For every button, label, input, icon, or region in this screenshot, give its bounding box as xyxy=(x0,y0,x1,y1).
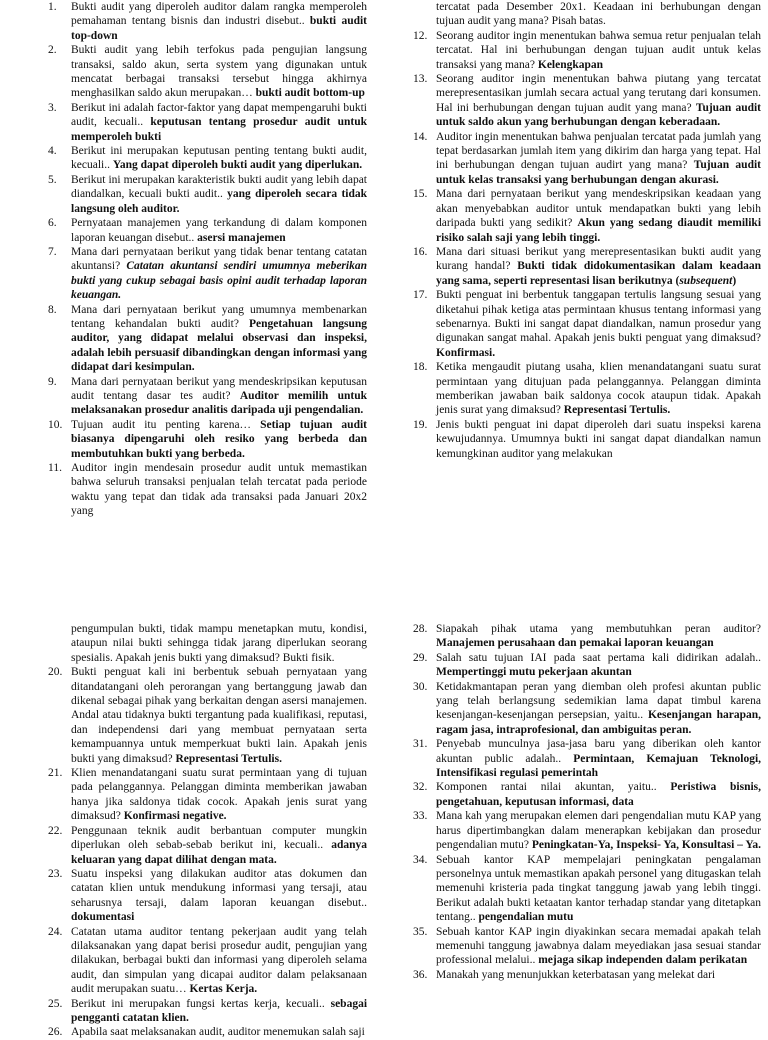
question-number: 31. xyxy=(413,738,428,751)
question-number: 26. xyxy=(48,1026,63,1039)
question-item xyxy=(413,418,761,461)
question-text: Berikut ini merupakan keputusan penting tentang bukti audit, kecuali.. xyxy=(71,145,367,172)
question-item xyxy=(48,665,367,766)
answer-text: Auditor memilih untuk melaksanakan prosedur analitis daripada uji pengendalian. xyxy=(71,389,367,417)
question-number: 1. xyxy=(48,1,57,13)
lower-right-column xyxy=(413,622,761,982)
answer-italic-term: subsequent xyxy=(679,274,733,287)
answer-text: Bukti tidak didokumentasikan dalam keadaan yang sama, seperti representasi lisan berikutnya ( xyxy=(436,260,761,287)
answer-text: Bukti fisik. xyxy=(282,651,335,664)
question-text: Mana dari pernyataan berikut yang mendeskripsikan keputusan audit tentang dasar tes audit? xyxy=(71,375,367,402)
question-number: 14. xyxy=(413,130,428,143)
question-text: Suatu inspeksi yang dilakukan auditor atas dokumen dan catatan klien untuk mendukung informasi yang tersaji, atau seharusnya tersaji, dalam laporan keuangan disebut.. xyxy=(71,867,367,909)
question-number: 28. xyxy=(413,623,428,635)
question-text: Manakah yang menunjukkan keterbatasan yang melekat dari xyxy=(436,968,716,981)
answer-text: Tujuan audit untuk saldo akun yang berhubungan dengan keberadaan. xyxy=(436,101,762,129)
question-item xyxy=(48,43,367,101)
answer-text: Pisah batas. xyxy=(551,15,606,28)
answer-text: Setiap tujuan audit biasanya dipengaruhi oleh resiko yang berbeda dan membutuhkan bukti yang berbeda. xyxy=(71,418,367,460)
question-text: Siapakah pihak utama yang membutuhkan peran auditor? xyxy=(436,623,761,635)
question-text: Mana dari pernyataan berikut yang umumnya membenarkan tentang kehandalan bukti audit? xyxy=(71,303,367,330)
answer-text: dokumentasi xyxy=(71,911,135,924)
answer-text: Manajemen perusahaan dan pemakai laporan keuangan xyxy=(436,637,714,650)
answer-text: bukti audit bottom-up xyxy=(255,87,365,100)
question-text: Mana dari pernyataan berikut yang tidak benar tentang catatan akuntansi? xyxy=(71,245,367,273)
question-number: 15. xyxy=(413,188,428,201)
answer-text: Tujuan audit untuk kelas transaksi yang berhubungan dengan akurasi. xyxy=(436,159,761,186)
question-number: 4. xyxy=(48,145,57,158)
question-text: Berikut ini merupakan fungsi kertas kerja, kecuali.. xyxy=(71,997,325,1010)
question-item xyxy=(413,245,761,288)
upper-left-column xyxy=(48,0,367,519)
question-text: Salah satu tujuan IAI pada saat pertama kali didirikan adalah.. xyxy=(436,651,761,664)
question-item xyxy=(48,418,367,461)
question-number: 30. xyxy=(413,680,428,693)
answer-text: mejaga sikap independen dalam perikatan xyxy=(538,954,748,967)
question-item xyxy=(413,0,761,29)
question-item xyxy=(48,144,367,173)
answer-text: Akun yang sedang diaudit memiliki risiko salah saji yang lebih tinggi. xyxy=(436,217,762,244)
question-text: Penggunaan teknik audit berbantuan computer mungkin diperlukan oleh sebab-sebab berikut ini, kecuali.. xyxy=(71,824,367,852)
question-number: 33. xyxy=(413,810,428,823)
answer-text: Kesenjangan harapan, ragam jasa, intraprofesional, dan ambiguitas peran. xyxy=(436,709,762,736)
question-number: 20. xyxy=(48,666,63,679)
question-number: 2. xyxy=(48,44,57,57)
question-number: 34. xyxy=(413,853,428,866)
question-number: 36. xyxy=(413,968,428,981)
question-text: Auditor ingin menentukan bahwa penjualan tercatat pada jumlah yang tepat berdasarkan jumlah item yang dikirim dan harga yang tepat. Hal ini berhubungan dengan tujuan audirt yang mana? xyxy=(436,130,761,172)
question-item xyxy=(48,824,367,867)
answer-text: Mempertinggi mutu pekerjaan akuntan xyxy=(436,666,632,679)
question-text: Berikut ini merupakan karakteristik bukti audit yang lebih dapat diandalkan, kecuali bukti audit.. xyxy=(71,173,367,201)
question-number: 7. xyxy=(48,245,57,258)
answer-text: Representasi Tertulis. xyxy=(175,752,282,765)
answer-text: Catatan akuntansi sendiri umumnya meberikan bukti yang cukup sebagai basis opini audit terhadap laporan keuangan. xyxy=(71,260,367,302)
question-item xyxy=(413,72,761,130)
lower-left-column xyxy=(48,622,367,1040)
question-number: 9. xyxy=(48,375,57,388)
page-gap xyxy=(0,560,768,622)
question-text: Bukti penguat kali ini berbentuk sebuah pernyataan yang ditandatangani oleh perorangan yang bertanggung jawab dan dikenal sebagai pihak yang berkaitan dengan asersi manajemen. Andal atau tidaknya bukti tergantung pada kualifikasi, reputasi, dan independensi dari yang membuat pernyataan serta kemampuannya untuk memperkuat bukti lain. Apakah jenis bukti yang dimaksud? xyxy=(71,666,367,765)
answer-text: Peristiwa bisnis, pengetahuan, keputusan informasi, data xyxy=(436,781,762,808)
question-item xyxy=(48,1025,367,1039)
question-number: 22. xyxy=(48,824,63,837)
question-item xyxy=(48,303,367,375)
answer-text: sebagai pengganti catatan klien. xyxy=(71,997,368,1024)
question-item xyxy=(48,173,367,216)
question-text: Apabila saat melaksanakan audit, auditor menemukan salah saji xyxy=(71,1026,365,1039)
question-number: 16. xyxy=(413,245,428,258)
question-text: Penyebab munculnya jasa-jasa baru yang diberikan oleh kantor akuntan public adalah.. xyxy=(436,738,761,765)
question-number: 17. xyxy=(413,289,428,302)
question-item xyxy=(48,0,367,43)
question-number: 18. xyxy=(413,361,428,374)
question-text: Jenis bukti penguat ini dapat diperoleh dari suatu inspeksi karena kewujudannya. Umumnya bukti ini sangat dapat diandalkan namun kemungkinan auditor yang melakukan xyxy=(436,418,761,460)
question-text: Auditor ingin mendesain prosedur audit untuk memastikan bahwa seluruh transaksi penjualan telah tercatat pada periode waktu yang tepat dan tidak ada transaksi pada Januari 20x2 yang xyxy=(71,462,367,518)
answer-text: Representasi Tertulis. xyxy=(563,404,671,417)
question-number: 25. xyxy=(48,997,63,1010)
answer-text: adanya keluaran yang dapat dilihat dengan mata. xyxy=(71,839,368,866)
question-text: Sebuah kantor KAP ingin diyakinkan secara memadai apakah telah memenuhi tanggung jawabnya dalam meyediakan jasa sesuai standar professional melalui.. xyxy=(436,925,761,967)
question-number: 13. xyxy=(413,73,428,86)
question-number: 11. xyxy=(48,462,62,474)
question-item xyxy=(413,187,761,245)
question-number: 24. xyxy=(48,925,63,938)
question-item xyxy=(413,853,761,925)
question-text: pengumpulan bukti, tidak mampu menetapkan mutu, kondisi, ataupun nilai bukti sehingga tidak jarang diperlukan seorang spesialis. Apakah jenis bukti yang dimaksud? xyxy=(71,623,367,664)
lower-page xyxy=(0,622,768,1039)
answer-text: asersi manajemen xyxy=(197,231,286,244)
answer-text: Kertas Kerja. xyxy=(189,983,258,996)
answer-text: Permintaan, Kemajuan Teknologi, Intensifikasi regulasi pemerintah xyxy=(436,752,762,780)
answer-text: Peningkatan-Ya, Inspeksi- Ya, Konsultasi – Ya. xyxy=(531,839,762,852)
question-item xyxy=(48,766,367,824)
upper-right-column xyxy=(413,0,761,461)
question-item xyxy=(413,622,761,651)
question-text: Catatan utama auditor tentang pekerjaan audit yang telah dilaksanakan yang dapat berisi prosedur audit, pengujian yang dilakukan, berbagai bukti dan informasi yang diperoleh selama audit, dan simpulan yang dicapai auditor dalam pelaksanaan audit merupakan suatu… xyxy=(71,925,367,996)
answer-suffix: ) xyxy=(732,274,737,287)
question-number: 8. xyxy=(48,303,57,316)
answer-text: yang diperoleh secara tidak langsung oleh auditor. xyxy=(71,188,368,215)
question-item xyxy=(413,288,761,360)
question-number: 12. xyxy=(413,29,428,42)
question-text: Bukti audit yang diperoleh auditor dalam rangka memperoleh pemahaman tentang bisnis dan industri disebut.. xyxy=(71,1,367,28)
question-text: Mana dari pernyataan berikut yang mendeskripsikan keadaan yang akan menyebabkan auditor untuk mendapatkan bukti yang lebih daripada bukti yang sedikit? xyxy=(436,188,761,230)
question-text: Pernyataan manajemen yang terkandung di dalam komponen laporan keuangan disebut.. xyxy=(71,217,367,244)
question-text: Berikut ini adalah factor-faktor yang dapat mempengaruhi bukti audit, kecuali.. xyxy=(71,101,367,129)
question-number: 32. xyxy=(413,781,428,794)
question-item xyxy=(413,680,761,738)
question-item xyxy=(48,461,367,519)
question-item xyxy=(413,29,761,72)
answer-text: Konfirmasi. xyxy=(436,346,496,359)
question-item xyxy=(48,867,367,925)
question-item xyxy=(48,375,367,418)
question-text: Tujuan audit itu penting karena… xyxy=(71,418,252,431)
question-number: 21. xyxy=(48,767,63,780)
question-text: Seorang auditor ingin menentukan bahwa semua retur penjualan telah tercatat. Hal ini berhubungan dengan tujuan audit untuk kelas transaksi yang mana? xyxy=(436,29,761,71)
question-item xyxy=(48,925,367,997)
question-text: Seorang auditor ingin menentukan bahwa piutang yang tercatat merepresentasikan jumlah secara actual yang terutang dari konsumen. Hal ini berhubungan dengan tujuan audit yang mana? xyxy=(436,73,761,114)
question-number: 29. xyxy=(413,651,428,664)
question-item xyxy=(48,216,367,245)
question-item xyxy=(413,130,761,188)
answer-text: keputusan tentang prosedur audit untuk memperoleh bukti xyxy=(71,116,367,143)
question-item xyxy=(413,968,761,982)
question-number: 6. xyxy=(48,217,57,230)
question-item xyxy=(413,780,761,809)
question-item xyxy=(413,651,761,680)
question-text: Komponen rantai nilai akuntan, yaitu.. xyxy=(436,781,657,794)
question-text: Bukti penguat ini berbentuk tanggapan tertulis langsung sesuai yang diketahui pihak ketiga atas permintaan khusus tentang informasi yang sebenarnya. Bukti ini sangat dapat diandalkan, namun prosedur yang digunakan sangat mahal. Apakah jenis bukti penguat yang dimaksud? xyxy=(436,289,761,345)
question-text: Ketika mengaudit piutang usaha, klien menandatangani suatu surat permintaan yang ditujuan pada pelanggannya. Pelanggan diminta memberikan jawaban baik saldonya cocok ataupun tidak. Apakah jenis surat yang dimaksud? xyxy=(436,361,761,417)
question-text: Mana dari situasi berikut yang merepresentasikan bukti audit yang kurang handal? xyxy=(436,245,761,273)
question-text: Ketidakmantapan peran yang diemban oleh profesi akuntan public yang telah berlangsung sedemikian lama dapat timbul karena kesenjangan-kesenjangan persepsian, yaitu.. xyxy=(436,680,761,722)
question-item xyxy=(413,925,761,968)
question-text: Sebuah kantor KAP mempelajari peningkatan pengalaman personelnya untuk memastikan apakah personel yang ditugaskan telah memenuhi kristeria pada tingkat tanggung jawab yang lebih tinggi. Berikut adalah bukti ketaatan kantor terhadap standar yang ditetapkan tentang.. xyxy=(436,853,761,924)
question-item xyxy=(413,737,761,780)
question-item xyxy=(48,622,367,665)
answer-text: Kelengkapan xyxy=(537,58,604,71)
question-item xyxy=(48,245,367,303)
question-number: 23. xyxy=(48,867,63,880)
question-number: 5. xyxy=(48,173,57,186)
question-item xyxy=(48,101,367,144)
question-text: Bukti audit yang lebih terfokus pada pengujian langsung transaksi, saldo akun, serta system yang digunakan untuk mencatat berbagai transaksi tersebut hingga akhirnya menghasilkan saldo akun merupakan… xyxy=(71,44,367,100)
answer-text: Pengetahuan langsung auditor, yang didapat melalui observasi dan inspeksi, adalah lebih persuasif dibandingkan dengan informasi yang didapat dari kesimpulan. xyxy=(71,317,367,374)
question-item xyxy=(413,809,761,852)
question-number: 3. xyxy=(48,101,57,114)
question-item xyxy=(413,360,761,418)
answer-text: pengendalian mutu xyxy=(478,911,574,924)
question-number: 35. xyxy=(413,925,428,938)
question-text: Klien menandatangani suatu surat permintaan yang di tujuan pada pelanggannya. Pelanggan diminta memberikan jawaban hanya jika saldonya tidak cocok. Apakah jenis surat yang dimaksud? xyxy=(71,767,367,823)
question-item xyxy=(48,997,367,1026)
answer-text: Yang dapat diperoleh bukti audit yang diperlukan. xyxy=(112,159,363,172)
answer-text: Konfirmasi negative. xyxy=(123,810,227,823)
question-number: 10. xyxy=(48,418,63,431)
answer-text: bukti audit top-down xyxy=(71,15,368,42)
question-text: Mana kah yang merupakan elemen dari pengendalian mutu KAP yang harus dipertimbangkan dalam menerapkan kebijakan dan prosedur pengendalian mutu? xyxy=(436,810,761,852)
question-number: 19. xyxy=(413,418,428,431)
question-text: tercatat pada Desember 20x1. Keadaan ini berhubungan dengan tujuan audit yang mana? xyxy=(436,1,761,28)
